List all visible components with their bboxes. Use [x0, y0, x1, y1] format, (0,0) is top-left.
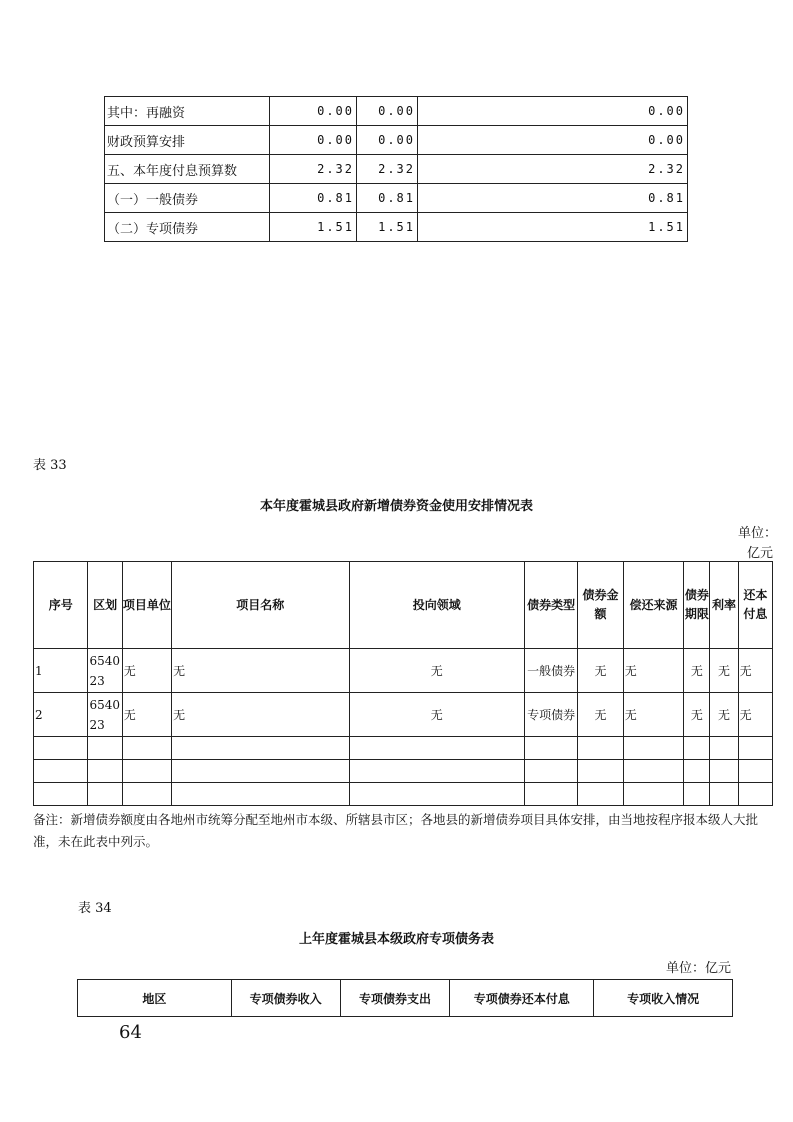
- rate-cell: 无: [710, 693, 738, 737]
- value-cell: 0.81: [418, 184, 688, 213]
- header-special-expense: 专项债券支出: [340, 980, 450, 1017]
- region-cell: 654023: [88, 693, 122, 737]
- repay-cell: 无: [738, 649, 772, 693]
- value-cell: 0.81: [270, 184, 357, 213]
- value-cell: 0.00: [418, 97, 688, 126]
- empty-row: [34, 760, 773, 783]
- value-cell: 0.81: [357, 184, 418, 213]
- unit-cell: 无: [122, 649, 171, 693]
- amount-cell: 无: [578, 649, 623, 693]
- value-cell: 0.00: [357, 97, 418, 126]
- header-rate: 利率: [710, 562, 738, 649]
- table-row: [34, 649, 773, 693]
- name-cell: 无: [172, 649, 349, 693]
- name-cell: 无: [172, 693, 349, 737]
- new-bond-usage-table: [33, 561, 773, 806]
- repay-cell: 无: [738, 693, 772, 737]
- type-cell: 一般债券: [524, 649, 577, 693]
- table-header-row: [34, 562, 773, 649]
- table34-title: 上年度霍城县本级政府专项债务表: [298, 932, 494, 947]
- table-row: [105, 155, 688, 184]
- table-row: [34, 693, 773, 737]
- header-bond-type: 债券类型: [524, 562, 577, 649]
- empty-row: [34, 783, 773, 806]
- table33-label: 表 33: [33, 458, 67, 473]
- source-cell: 无: [623, 693, 683, 737]
- value-cell: 2.32: [357, 155, 418, 184]
- field-cell: 无: [349, 693, 524, 737]
- row-label: 其中：再融资: [105, 97, 270, 126]
- table-header-row: [78, 980, 733, 1017]
- table-row: [105, 126, 688, 155]
- table33-title: 本年度霍城县政府新增债券资金使用安排情况表: [259, 499, 533, 514]
- value-cell: 1.51: [357, 213, 418, 242]
- value-cell: 0.00: [270, 126, 357, 155]
- top-budget-table: [104, 96, 688, 242]
- page-number: 64: [119, 1022, 142, 1043]
- field-cell: 无: [349, 649, 524, 693]
- header-bond-amount: 债券金额: [578, 562, 623, 649]
- row-label: （一）一般债券: [105, 184, 270, 213]
- header-project-unit: 项目单位: [122, 562, 171, 649]
- value-cell: 1.51: [270, 213, 357, 242]
- header-special-repayment: 专项债券还本付息: [450, 980, 594, 1017]
- header-region: 地区: [78, 980, 232, 1017]
- header-repayment: 还本付息: [738, 562, 772, 649]
- table34-label: 表 34: [78, 901, 112, 916]
- header-region: 区划: [88, 562, 122, 649]
- table34-unit: 单位：亿元: [666, 961, 732, 976]
- amount-cell: 无: [578, 693, 623, 737]
- value-cell: 2.32: [418, 155, 688, 184]
- value-cell: 2.32: [270, 155, 357, 184]
- unit-cell: 无: [122, 693, 171, 737]
- value-cell: 1.51: [418, 213, 688, 242]
- header-special-income: 专项债券收入: [231, 980, 340, 1017]
- type-cell: 专项债券: [524, 693, 577, 737]
- term-cell: 无: [684, 693, 710, 737]
- table-row: [105, 97, 688, 126]
- table33-note: 备注：新增债券额度由各地州市统筹分配至地州市本级、所辖县市区；各地县的新增债券项目具体安排，由当地按程序报本级人大批准，未在此表中列示。: [33, 812, 759, 849]
- table33-unit-label: 单位：: [738, 526, 778, 541]
- table-row: [105, 213, 688, 242]
- special-debt-table: [77, 979, 733, 1017]
- table-row: [105, 184, 688, 213]
- table33-unit-value: 亿元: [747, 546, 774, 561]
- value-cell: 0.00: [357, 126, 418, 155]
- header-special-revenue: 专项收入情况: [594, 980, 733, 1017]
- seq-cell: 2: [34, 693, 88, 737]
- region-cell: 654023: [88, 649, 122, 693]
- empty-row: [34, 737, 773, 760]
- header-bond-term: 债券期限: [684, 562, 710, 649]
- source-cell: 无: [623, 649, 683, 693]
- rate-cell: 无: [710, 649, 738, 693]
- term-cell: 无: [684, 649, 710, 693]
- header-repay-source: 偿还来源: [623, 562, 683, 649]
- header-field: 投向领域: [349, 562, 524, 649]
- seq-cell: 1: [34, 649, 88, 693]
- value-cell: 0.00: [270, 97, 357, 126]
- row-label: 财政预算安排: [105, 126, 270, 155]
- row-label: （二）专项债券: [105, 213, 270, 242]
- row-label: 五、本年度付息预算数: [105, 155, 270, 184]
- header-seq: 序号: [34, 562, 88, 649]
- header-project-name: 项目名称: [172, 562, 349, 649]
- value-cell: 0.00: [418, 126, 688, 155]
